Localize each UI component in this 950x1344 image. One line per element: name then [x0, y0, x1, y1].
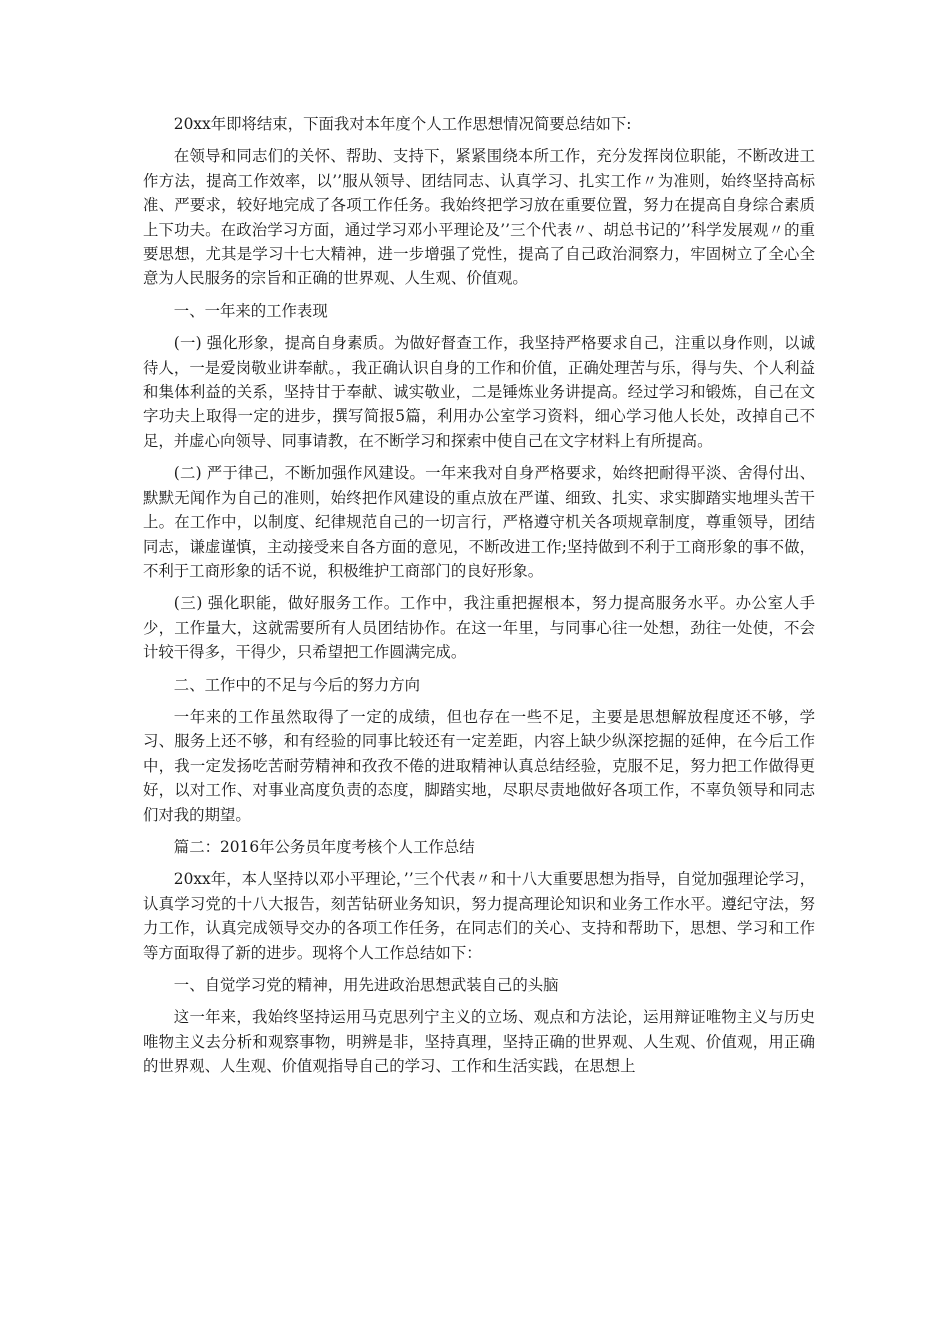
document-body	[143, 112, 815, 1087]
section-heading: 二、工作中的不足与今后的努力方向	[173, 675, 421, 694]
section-heading: 一、自觉学习党的精神，用先进政治思想武装自己的头脑	[173, 976, 559, 994]
body-paragraph: 20xx年，本人坚持以邓小平理论，’’三个代表〃和十八大重要思想为指导，自觉加强理论学习，认真学习党的十八大报告，刻苦钻研业务知识，努力提高理论知识和业务工作水平。遵纪守法，努力工作，认真完成领导交办的各项工作任务，在同志们的关心、支持和帮助下，思想、学习和工作等方面取得了新的进步。现将个人工作总结如下：	[143, 870, 815, 962]
body-paragraph: 在领导和同志们的关怀、帮助、支持下，紧紧围绕本所工作，充分发挥岗位职能，不断改进工作方法，提高工作效率，以’’服从领导、团结同志、认真学习、扎实工作〃为准则，始终坚持高标准、严要求，较好地完成了各项工作任务。我始终把学习放在重要位置，努力在提高自身综合素质上下功夫。在政治学习方面，通过学习邓小平理论及’’三个代表〃、胡总书记的’’科学发展观〃的重要思想，尤其是学习十七大精神，进一步增强了党性，提高了自己政治洞察力，牢固树立了全心全意为人民服务的宗旨和正确的世界观、人生观、价值观。	[143, 147, 815, 288]
article-title: 篇二：2016年公务员年度考核个人工作总结	[173, 837, 475, 856]
body-paragraph: (一) 强化形象，提高自身素质。为做好督查工作，我坚持严格要求自己，注重以身作则，以诚待人，一是爱岗敬业讲奉献。，我正确认识自身的工作和价值，正确处理苦与乐，得与失、个人利益和集体利益的关系，坚持甘于奉献、诚实敬业，二是锤炼业务讲提高。经过学习和锻炼，自己在文字功夫上取得一定的进步，撰写简报5篇，利用办公室学习资料，细心学习他人长处，改掉自己不足，并虚心向领导、同事请教，在不断学习和探索中使自己在文字材料上有所提高。	[143, 334, 815, 450]
body-paragraph: 这一年来，我始终坚持运用马克思列宁主义的立场、观点和方法论，运用辩证唯物主义与历史唯物主义去分析和观察事物，明辨是非，坚持真理，坚持正确的世界观、人生观、价值观，用正确的世界观、人生观、价值观指导自己的学习、工作和生活实践，在思想上	[143, 1008, 815, 1076]
body-paragraph: (二) 严于律己，不断加强作风建设。一年来我对自身严格要求，始终把耐得平淡、舍得付出、默默无闻作为自己的准则，始终把作风建设的重点放在严谨、细致、扎实、求实脚踏实地埋头苦干上。在工作中，以制度、纪律规范自己的一切言行，严格遵守机关各项规章制度，尊重领导，团结同志，谦虚谨慎，主动接受来自各方面的意见，不断改进工作;坚持做到不利于工商形象的事不做，不利于工商形象的话不说，积极维护工商部门的良好形象。	[143, 464, 815, 580]
intro-paragraph: 20xx年即将结束，下面我对本年度个人工作思想情况简要总结如下:	[173, 115, 632, 133]
body-paragraph: 一年来的工作虽然取得了一定的成绩，但也存在一些不足，主要是思想解放程度还不够，学习、服务上还不够，和有经验的同事比较还有一定差距，内容上缺少纵深挖掘的延伸，在今后工作中，我一定发扬吃苦耐劳精神和孜孜不倦的进取精神认真总结经验，克服不足，努力把工作做得更好，以对工作、对事业高度负责的态度，脚踏实地，尽职尽责地做好各项工作，不辜负领导和同志们对我的期望。	[143, 707, 815, 824]
section-heading: 一、一年来的工作表现	[173, 301, 328, 320]
body-paragraph: (三) 强化职能，做好服务工作。工作中，我注重把握根本，努力提高服务水平。办公室人手少，工作量大，这就需要所有人员团结协作。在这一年里，与同事心往一处想，劲往一处使，不会计较干得多，干得少，只希望把工作圆满完成。	[143, 594, 815, 662]
